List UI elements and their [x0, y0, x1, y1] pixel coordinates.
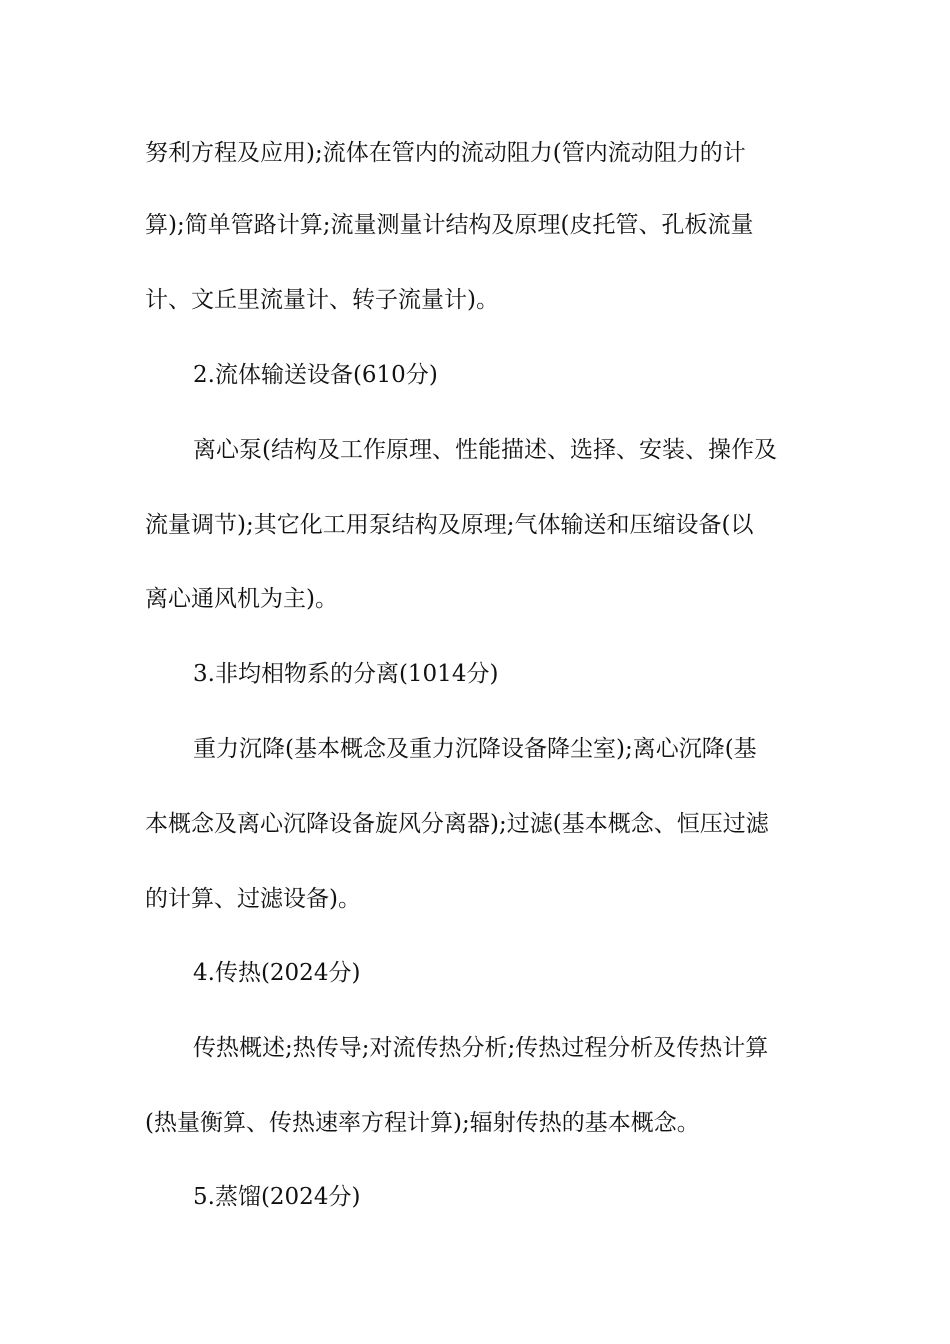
section-heading: 4.传热(2024分): [193, 960, 361, 986]
paragraph-line: 本概念及离心沉降设备旋风分离器);过滤(基本概念、恒压过滤: [145, 811, 769, 837]
section-heading: 3.非均相物系的分离(1014分): [193, 661, 499, 687]
paragraph-line: 算);简单管路计算;流量测量计结构及原理(皮托管、孔板流量: [145, 212, 754, 238]
paragraph-line: 重力沉降(基本概念及重力沉降设备降尘室);离心沉降(基: [193, 736, 757, 762]
paragraph-line: 努利方程及应用);流体在管内的流动阻力(管内流动阻力的计: [145, 140, 746, 166]
paragraph-line: 流量调节);其它化工用泵结构及原理;气体输送和压缩设备(以: [145, 512, 754, 538]
paragraph-line: 离心泵(结构及工作原理、性能描述、选择、安装、操作及: [193, 437, 777, 463]
paragraph-line: (热量衡算、传热速率方程计算);辐射传热的基本概念。: [145, 1110, 700, 1136]
paragraph-line: 的计算、过滤设备)。: [145, 886, 361, 912]
paragraph-line: 传热概述;热传导;对流传热分析;传热过程分析及传热计算: [193, 1035, 769, 1061]
section-heading: 5.蒸馏(2024分): [193, 1184, 361, 1210]
paragraph-line: 离心通风机为主)。: [145, 586, 338, 612]
section-heading: 2.流体输送设备(610分): [193, 362, 438, 388]
paragraph-line: 计、文丘里流量计、转子流量计)。: [145, 287, 499, 313]
